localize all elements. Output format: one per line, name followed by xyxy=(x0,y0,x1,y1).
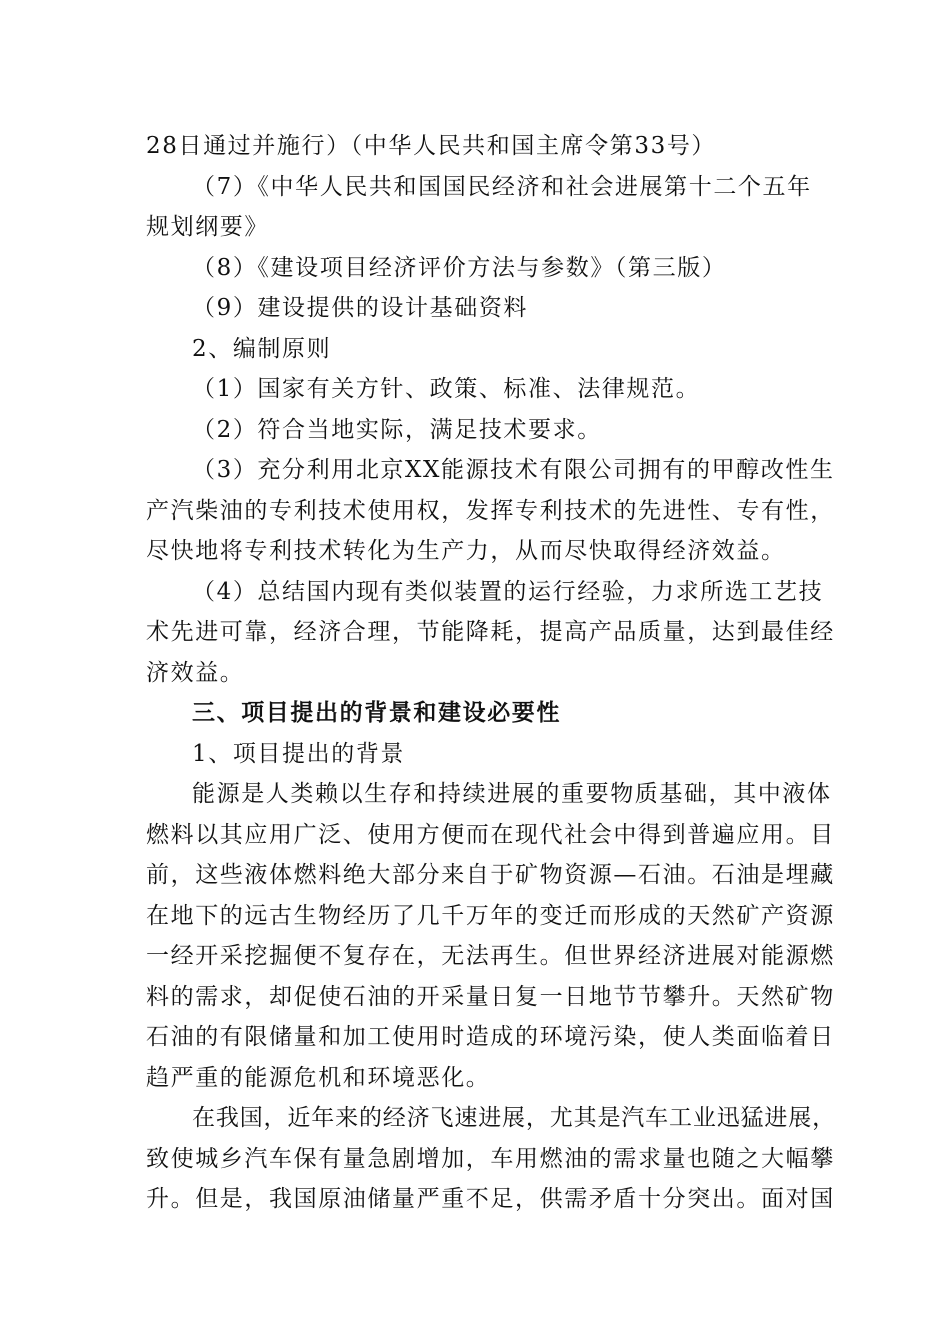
document-body xyxy=(146,126,836,1220)
text-line: （7）《中华人民共和国国民经济和社会进展第十二个五年 xyxy=(192,173,812,200)
text-line: （4）总结国内现有类似装置的运行经验，力求所选工艺技 xyxy=(192,578,824,605)
text-line: 燃料以其应用广泛、使用方便而在现代社会中得到普遍应用。目 xyxy=(146,821,835,848)
text-line: （3）充分利用北京XX能源技术有限公司拥有的甲醇改性生 xyxy=(192,457,835,483)
text-line: 济效益。 xyxy=(146,659,245,686)
text-line: 料的需求，却促使石油的开采量日复一日地节节攀升。天然矿物 xyxy=(146,983,835,1010)
section-heading: 1、项目提出的背景 xyxy=(192,740,406,767)
text-line: 尽快地将专利技术转化为生产力，从而尽快取得经济效益。 xyxy=(146,538,786,564)
text-line: 能源是人类赖以生存和持续进展的重要物质基础，其中液体 xyxy=(192,781,832,807)
text-line: 28日通过并施行）（中华人民共和国主席令第33号） xyxy=(146,133,717,159)
section-heading: 2、编制原则 xyxy=(192,335,332,362)
text-line: 致使城乡汽车保有量急剧增加，车用燃油的需求量也随之大幅攀 xyxy=(146,1145,835,1172)
text-line: （9）建设提供的设计基础资料 xyxy=(192,295,529,321)
chapter-heading: 三、项目提出的背景和建设必要性 xyxy=(192,699,561,726)
text-line: 产汽柴油的专利技术使用权，发挥专利技术的先进性、专有性， xyxy=(146,497,835,524)
text-line: 规划纲要》 xyxy=(146,214,269,240)
text-line: 在地下的远古生物经历了几千万年的变迁而形成的天然矿产资源 xyxy=(146,902,835,929)
text-line: 在我国，近年来的经济飞速进展，尤其是汽车工业迅猛进展， xyxy=(192,1105,836,1131)
text-line: 趋严重的能源危机和环境恶化。 xyxy=(146,1064,491,1091)
text-line: （8）《建设项目经济评价方法与参数》（第三版） xyxy=(192,254,727,281)
text-line: 一经开采挖掘便不复存在，无法再生。但世界经济进展对能源燃 xyxy=(146,943,835,969)
text-line: 石油的有限储量和加工使用时造成的环境污染，使人类面临着日 xyxy=(146,1024,835,1050)
text-line: （2）符合当地实际，满足技术要求。 xyxy=(192,416,602,443)
text-line: 术先进可靠，经济合理，节能降耗，提高产品质量，达到最佳经 xyxy=(146,619,835,645)
text-line: 前，这些液体燃料绝大部分来自于矿物资源—石油。石油是埋藏 xyxy=(146,862,835,888)
text-line: 升。但是，我国原油储量严重不足，供需矛盾十分突出。面对国 xyxy=(146,1186,835,1212)
text-line: （1）国家有关方针、政策、标准、法律规范。 xyxy=(192,376,701,402)
